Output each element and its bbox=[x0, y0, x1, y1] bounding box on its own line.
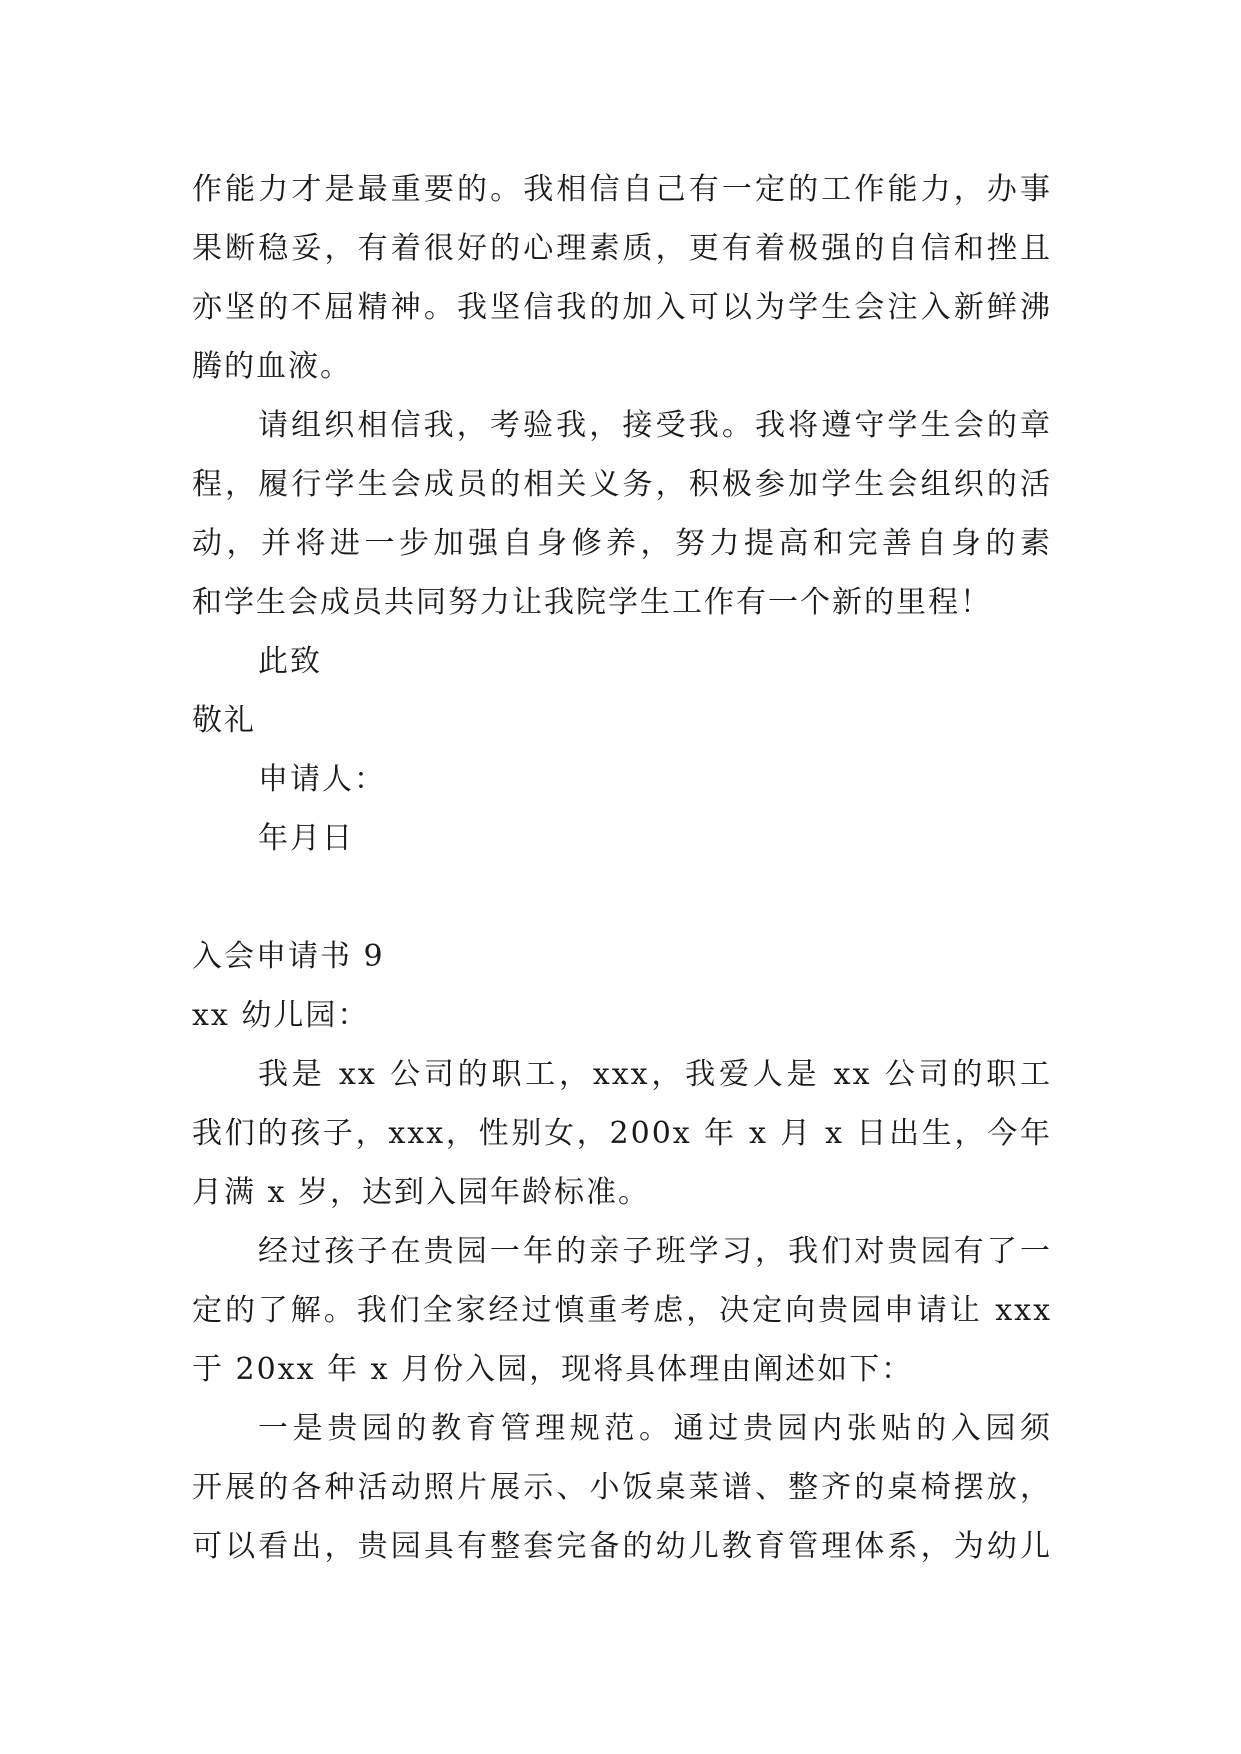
applicant-label: 申请人： bbox=[258, 762, 386, 797]
section-gap bbox=[192, 868, 1052, 927]
text-line: 果断稳妥，有着很好的心理素质，更有着极强的自信和挫且 bbox=[192, 231, 1052, 266]
letter-salutation: xx 幼儿园： bbox=[192, 998, 370, 1033]
text-line: 亦坚的不屈精神。我坚信我的加入可以为学生会注入新鲜沸 bbox=[192, 290, 1052, 325]
text-line: 开展的各种活动照片展示、小饭桌菜谱、整齐的桌椅摆放， bbox=[192, 1470, 1052, 1505]
text-line: 于 20xx 年 x 月份入园，现将具体理由阐述如下： bbox=[192, 1352, 914, 1387]
text-line: 我是 xx 公司的职工，xxx，我爱人是 xx 公司的职工 bbox=[258, 1057, 1052, 1092]
text-line: 作能力才是最重要的。我相信自己有一定的工作能力，办事 bbox=[192, 172, 1052, 207]
paragraph-continuation bbox=[192, 160, 1052, 396]
text-line: 一是贵园的教育管理规范。通过贵园内张贴的入园须 bbox=[258, 1411, 1052, 1446]
text-line: 程，履行学生会成员的相关义务，积极参加学生会组织的活 bbox=[192, 467, 1052, 502]
text-line: 我们的孩子，xxx，性别女，200x 年 x 月 x 日出生，今年 bbox=[192, 1116, 1052, 1151]
text-line: 腾的血液。 bbox=[192, 349, 352, 384]
text-line: 定的了解。我们全家经过慎重考虑，决定向贵园申请让 xxx bbox=[192, 1293, 1052, 1328]
paragraph-reason-one bbox=[192, 1399, 1052, 1576]
text-line: 经过孩子在贵园一年的亲子班学习，我们对贵园有了一 bbox=[258, 1234, 1052, 1269]
text-line: 动，并将进一步加强自身修养，努力提高和完善自身的素 bbox=[192, 526, 1052, 561]
text-line: 和学生会成员共同努力让我院学生工作有一个新的里程！ bbox=[192, 585, 992, 620]
closing-salutation: 此致 bbox=[258, 644, 322, 679]
text-line: 月满 x 岁，达到入园年龄标准。 bbox=[192, 1175, 650, 1210]
text-line: 可以看出，贵园具有整套完备的幼儿教育管理体系，为幼儿 bbox=[192, 1529, 1052, 1564]
paragraph-reasoning bbox=[192, 1222, 1052, 1399]
paragraph-request bbox=[192, 396, 1052, 632]
letter-title: 入会申请书 9 bbox=[192, 939, 385, 974]
paragraph-introduction bbox=[192, 1045, 1052, 1222]
document-page bbox=[192, 160, 1052, 1576]
closing-regards: 敬礼 bbox=[192, 703, 256, 738]
date-label: 年月日 bbox=[258, 821, 354, 856]
text-line: 请组织相信我，考验我，接受我。我将遵守学生会的章 bbox=[258, 408, 1052, 443]
